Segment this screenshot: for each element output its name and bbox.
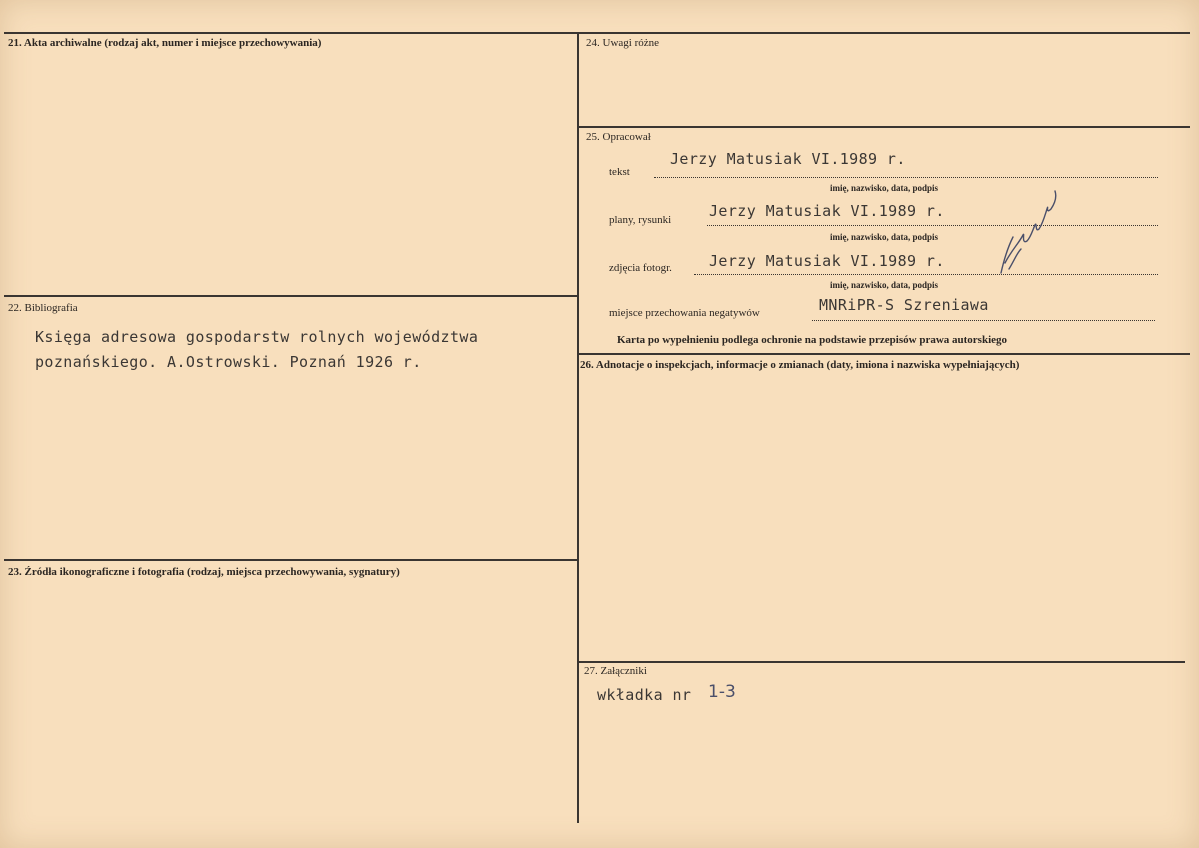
divider-22-23 [4,559,577,561]
tekst-value: Jerzy Matusiak VI.1989 r. [670,150,906,168]
zdjecia-label: zdjęcia fotogr. [609,262,672,274]
tekst-dotted-line [654,177,1158,178]
plany-value: Jerzy Matusiak VI.1989 r. [709,202,945,220]
section-21-label: 21. Akta archiwalne (rodzaj akt, numer i miejsce przechowywania) [8,37,322,49]
center-divider [577,33,579,823]
plany-label: plany, rysunki [609,214,672,226]
zdjecia-value: Jerzy Matusiak VI.1989 r. [709,252,945,270]
zdjecia-dotted-line [694,274,1158,275]
section-26-label: 26. Adnotacje o inspekcjach, informacje o zmianach (daty, imiona i nazwiska wypełniających) [580,359,1020,371]
bibliography-line-2: poznańskiego. A.Ostrowski. Poznań 1926 r. [35,353,422,371]
section-22-label: 22. Bibliografia [8,302,78,314]
section-24-label: 24. Uwagi różne [586,37,660,49]
divider-21-22 [4,295,577,297]
copyright-notice: Karta po wypełnieniu podlega ochronie na podstawie przepisów prawa autorskiego [617,334,1008,346]
tekst-label: tekst [609,166,630,178]
section-25-label: 25. Opracował [586,131,651,143]
negatywy-dotted-line [812,320,1155,321]
signature-image [995,185,1065,280]
bibliography-line-1: Księga adresowa gospodarstw rolnych województwa [35,328,479,346]
plany-caption: imię, nazwisko, data, podpis [830,232,939,242]
tekst-caption: imię, nazwisko, data, podpis [830,183,939,193]
negatywy-value: MNRiPR-S Szreniawa [819,296,989,314]
divider-26-27 [579,661,1185,663]
section-23-label: 23. Źródła ikonograficzne i fotografia (rodzaj, miejsca przechowywania, sygnatury) [8,566,400,578]
top-border [4,32,1190,34]
zdjecia-caption: imię, nazwisko, data, podpis [830,280,939,290]
negatywy-label: miejsce przechowania negatywów [609,307,760,319]
divider-24-25 [579,126,1190,128]
plany-dotted-line [707,225,1158,226]
attachment-text: wkładka nr [597,686,692,704]
divider-25-26 [579,353,1190,355]
attachment-handwritten-number: 1-3 [708,682,736,702]
section-27-label: 27. Załączniki [584,665,647,677]
